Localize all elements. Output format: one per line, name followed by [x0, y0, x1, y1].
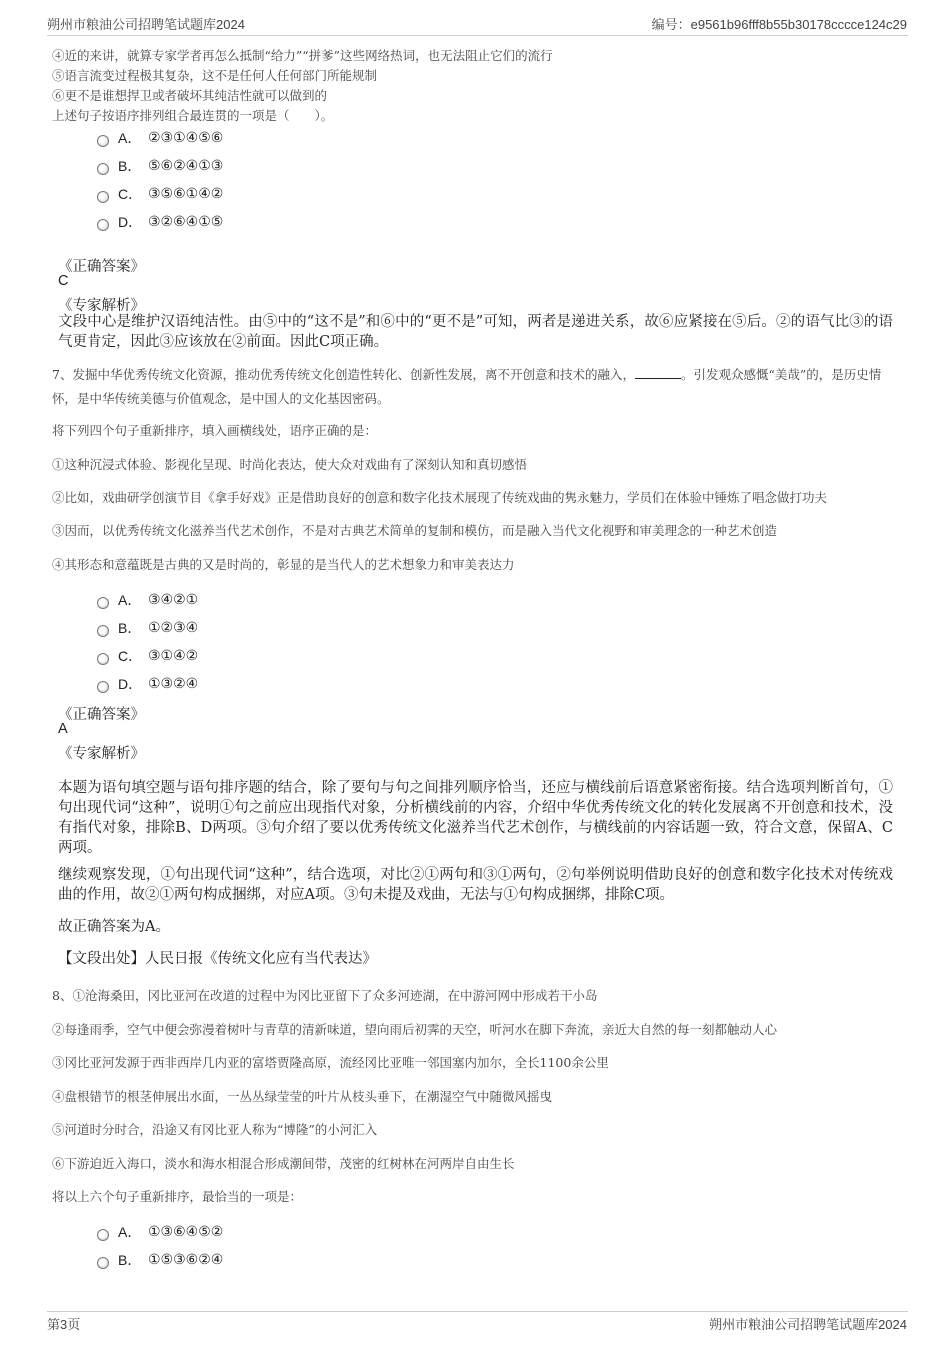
footer-title: 朔州市粮油公司招聘笔试题库2024 [709, 1317, 907, 1332]
header-title: 朔州市粮油公司招聘笔试题库2024 [47, 17, 245, 32]
q6-question: 上述句子按语序排列组合最连贯的一项是（ ）。 [52, 108, 334, 123]
header-rule [47, 35, 908, 36]
q8-sentence: ④盘根错节的根茎伸展出水面，一丛丛绿莹莹的叶片从枝头垂下，在潮湿空气中随微风摇曳 [52, 1089, 553, 1104]
option-text: ③①④② [148, 648, 199, 664]
option-letter: C． [118, 648, 143, 664]
option-letter: B． [118, 620, 142, 636]
radio-icon[interactable] [97, 597, 109, 609]
q6-option-b[interactable] [97, 156, 223, 176]
q7-sentence: ①这种沉浸式体验、影视化呈现、时尚化表达，使大众对戏曲有了深刻认知和真切感悟 [52, 457, 528, 472]
q8-sentence: ⑥下游迫近入海口，淡水和海水相混合形成潮间带，茂密的红树林在河两岸自由生长 [52, 1156, 515, 1171]
q7-stem-before: 7、发掘中华优秀传统文化资源，推动优秀传统文化创造性转化、创新性发展，离不开创意和技术的融入， [52, 367, 635, 382]
option-text: ①②③④ [148, 620, 199, 636]
q6-option-a[interactable] [97, 128, 223, 148]
q8-option-b[interactable] [97, 1250, 223, 1270]
q6-analysis-label: 《专家解析》 [58, 298, 145, 314]
q7-option-d[interactable] [97, 674, 198, 694]
q7-stem-after: 。引发观众感慨“美哉”的，是历史情怀，是中华传统美德与价值观念，是中国人的文化基因密码。 [52, 367, 882, 406]
option-text: ②③①④⑤⑥ [148, 130, 224, 146]
option-text: ③④②① [148, 592, 199, 608]
q8-sentence: ⑤河道时分时合，沿途又有冈比亚人称为“博隆”的小河汇入 [52, 1122, 378, 1137]
q6-option-c[interactable] [97, 184, 223, 204]
q7-sentence: ②比如，戏曲研学创演节目《拿手好戏》正是借助良好的创意和数字化技术展现了传统戏曲的隽永魅力，学员们在体验中锤炼了唱念做打功夫 [52, 490, 828, 505]
q6-option-d[interactable] [97, 212, 223, 232]
footer-rule [47, 1311, 908, 1312]
q7-source: 【文段出处】人民日报《传统文化应有当代表达》 [58, 951, 377, 967]
q8-option-a[interactable] [97, 1222, 223, 1242]
q6-line: ④近的来讲，就算专家学者再怎么抵制“给力”“拼爹”这些网络热词，也无法阻止它们的流行 [52, 48, 553, 63]
option-letter: A． [118, 1224, 142, 1240]
answer-blank [635, 366, 681, 379]
option-text: ③②⑥④①⑤ [148, 214, 224, 230]
radio-icon[interactable] [97, 191, 109, 203]
q7-answer-label: 《正确答案》 [58, 707, 145, 723]
q7-sentence: ④其形态和意蕴既是古典的又是时尚的，彰显的是当代人的艺术想象力和审美表达力 [52, 557, 515, 572]
q6-line: ⑤语言流变过程极其复杂，这不是任何人任何部门所能规制 [52, 68, 378, 83]
q7-option-b[interactable] [97, 618, 198, 638]
option-letter: A． [118, 130, 142, 146]
radio-icon[interactable] [97, 1229, 109, 1241]
radio-icon[interactable] [97, 625, 109, 637]
q6-analysis: 文段中心是维护汉语纯洁性。由⑤中的“这不是”和⑥中的“更不是”可知，两者是递进关系，故⑥应紧接在⑤后。②的语气比③的语气更肯定，因此③应该放在②前面。因此C项正确。 [58, 314, 893, 350]
option-letter: D． [118, 214, 143, 230]
q6-line: ⑥更不是谁想捍卫或者破坏其纯洁性就可以做到的 [52, 88, 328, 103]
q7-option-a[interactable] [97, 590, 198, 610]
q7-stem [52, 363, 902, 411]
radio-icon[interactable] [97, 653, 109, 665]
option-letter: B． [118, 1252, 142, 1268]
q8-sentence: 8、①沧海桑田，冈比亚河在改道的过程中为冈比亚留下了众多河迹湖，在中游河网中形成若干小岛 [52, 988, 598, 1003]
q7-instruction: 将下列四个句子重新排序，填入画横线处，语序正确的是： [52, 423, 378, 438]
q7-answer: A [58, 721, 68, 737]
q6-answer: C [58, 273, 69, 289]
radio-icon[interactable] [97, 219, 109, 231]
q7-sentence: ③因而，以优秀传统文化滋养当代艺术创作，不是对古典艺术简单的复制和模仿，而是融入当代文化视野和审美理念的一种艺术创造 [52, 523, 778, 538]
radio-icon[interactable] [97, 135, 109, 147]
radio-icon[interactable] [97, 1257, 109, 1269]
document-code-value: e9561b96fff8b55b30178cccce124c29 [690, 17, 907, 32]
document-code-label: 编号： [651, 17, 691, 32]
q7-analysis-paragraph: 故正确答案为A。 [58, 919, 170, 935]
q7-analysis-paragraph: 继续观察发现，①句出现代词“这种”，结合选项，对比②①两句和③①两句，②句举例说明借助良好的创意和数字化技术对传统戏曲的作用，故②①两句构成捆绑，对应A项。③句未提及戏曲，无法与①句构成捆绑，排除C项。 [58, 867, 893, 903]
option-letter: C． [118, 186, 143, 202]
option-letter: B． [118, 158, 142, 174]
q7-analysis-paragraph: 本题为语句填空题与语句排序题的结合，除了要句与句之间排列顺序恰当，还应与横线前后语意紧密衔接。结合选项判断首句，①句出现代词“这种”，说明①句之前应出现指代对象，分析横线前的内容，介绍中华优秀传统文化的转化发展离不开创意和技术，没有指代对象，排除B、D两项。③句介绍了要以优秀传统文化滋养当代艺术创作，与横线前的内容话题一致，符合文意，保留A、C两项。 [58, 780, 893, 856]
q6-answer-label: 《正确答案》 [58, 259, 145, 275]
q7-option-c[interactable] [97, 646, 198, 666]
option-letter: A． [118, 592, 142, 608]
option-text: ①③⑥④⑤② [148, 1224, 224, 1240]
radio-icon[interactable] [97, 681, 109, 693]
option-letter: D． [118, 676, 143, 692]
q7-analysis-label: 《专家解析》 [58, 746, 145, 762]
option-text: ①③②④ [148, 676, 199, 692]
q8-sentence: ②每逢雨季，空气中便会弥漫着树叶与青草的清新味道，望向雨后初霁的天空，听河水在脚下奔流，亲近大自然的每一刻都触动人心 [52, 1022, 778, 1037]
q8-instruction: 将以上六个句子重新排序，最恰当的一项是： [52, 1189, 303, 1204]
option-text: ①⑤③⑥②④ [148, 1252, 224, 1268]
option-text: ⑤⑥②④①③ [148, 158, 224, 174]
footer-page-number: 第3页 [47, 1317, 81, 1332]
document-code [652, 14, 907, 33]
radio-icon[interactable] [97, 163, 109, 175]
option-text: ③⑤⑥①④② [148, 186, 224, 202]
q8-sentence: ③冈比亚河发源于西非西岸几内亚的富塔贾隆高原，流经冈比亚唯一邻国塞内加尔，全长1100余公里 [52, 1055, 609, 1070]
